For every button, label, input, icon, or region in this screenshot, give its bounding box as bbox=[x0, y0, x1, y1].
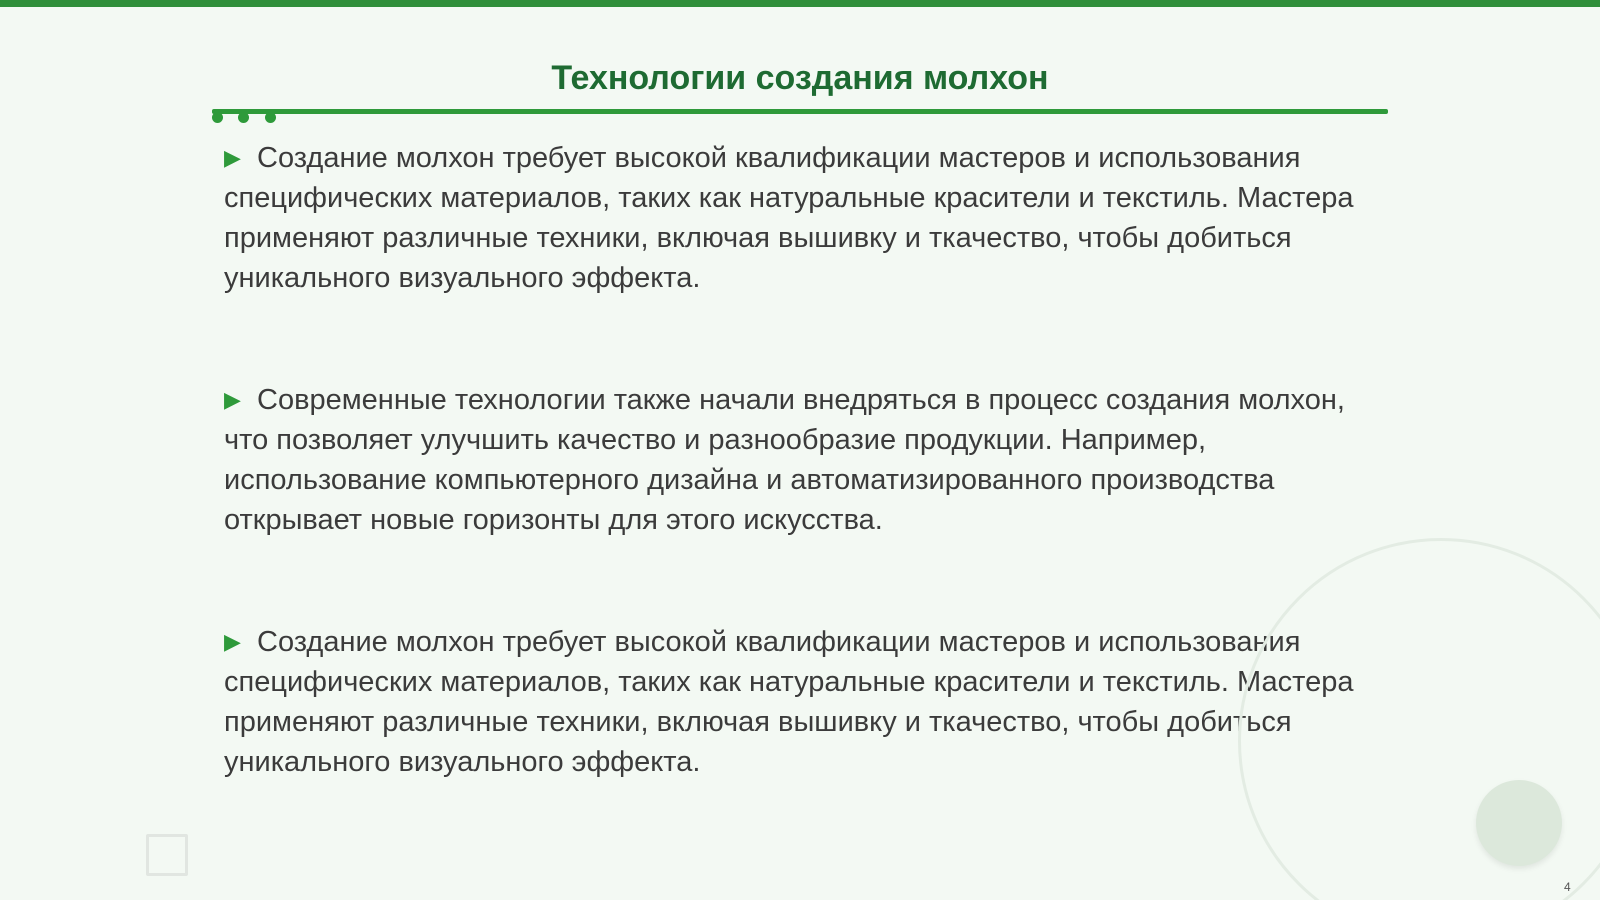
bullet-list bbox=[224, 138, 1374, 864]
bullet-item bbox=[224, 380, 1374, 540]
decorative-dot bbox=[238, 112, 249, 123]
bullet-text: Создание молхон требует высокой квалификации мастеров и использования специфических материалов, таких как натуральные красители и текстиль. Мастера применяют различные техники, включая вышивку и ткачество, чтобы добиться уникального визуального эффекта. bbox=[224, 142, 1354, 294]
bullet-arrow-icon: ▶ bbox=[224, 387, 241, 412]
bullet-arrow-icon: ▶ bbox=[224, 629, 241, 654]
bullet-text: Создание молхон требует высокой квалификации мастеров и использования специфических материалов, таких как натуральные красители и текстиль. Мастера применяют различные техники, включая вышивку и ткачество, чтобы добиться уникального визуального эффекта. bbox=[224, 626, 1354, 778]
page-number: 4 bbox=[1564, 880, 1571, 894]
title-underline bbox=[212, 109, 1388, 114]
top-accent-bar bbox=[0, 0, 1600, 7]
bullet-item bbox=[224, 622, 1374, 782]
decorative-dot bbox=[212, 112, 223, 123]
decorative-dot bbox=[265, 112, 276, 123]
bullet-text: Современные технологии также начали внедряться в процесс создания молхон, что позволяет улучшить качество и разнообразие продукции. Например, использование компьютерного дизайна и автоматизированного производства открывает новые горизонты для этого искусства. bbox=[224, 384, 1345, 536]
decorative-square bbox=[146, 834, 188, 876]
bullet-item bbox=[224, 138, 1374, 298]
decorative-circle bbox=[1476, 780, 1562, 866]
bullet-arrow-icon: ▶ bbox=[224, 145, 241, 170]
slide-title: Технологии создания молхон bbox=[551, 59, 1049, 97]
